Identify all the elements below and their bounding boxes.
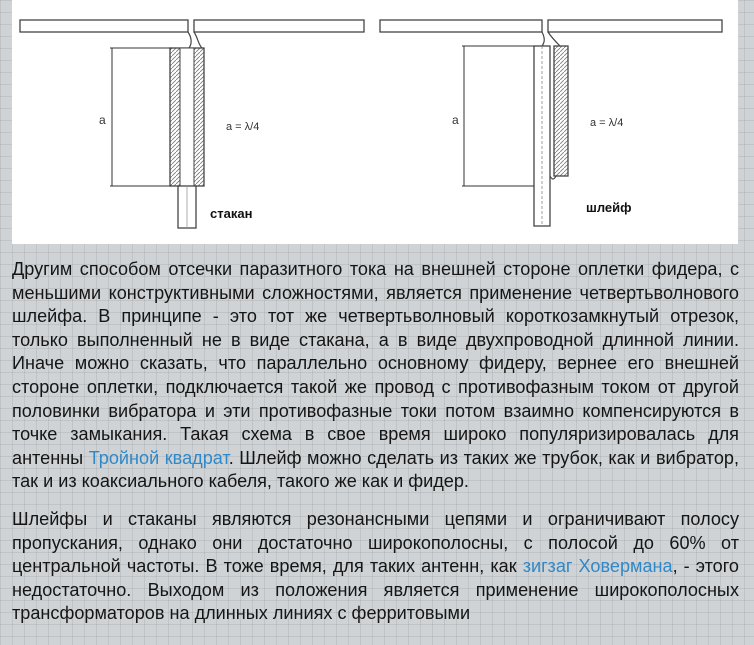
quarter-wave-stub [554, 46, 568, 176]
paragraph-stub-balun [12, 258, 739, 494]
paragraph2-text: Шлейфы и стаканы являются резонансными цепями и ограничивают полосу пропускания, однако они достаточно широкополосны, с полосой до 60% от центральной частоты. В тоже время, для таких антенн, как [12, 508, 739, 577]
link-hoverman-zigzag[interactable]: зигзаг Ховермана [522, 556, 673, 577]
antenna-diagram [12, 0, 738, 244]
right-caption: шлейф [586, 200, 632, 215]
antenna-diagram-svg [12, 0, 738, 244]
right-formula: a = λ/4 [590, 117, 624, 129]
article-text [12, 258, 739, 640]
right-dimension-label: a [452, 113, 459, 127]
right-vibrator-arm-right [548, 20, 722, 32]
paragraph-broadband [12, 508, 739, 626]
right-vibrator-arm-left [380, 20, 542, 32]
paragraph1-text: Другим способом отсечки паразитного тока на внешней стороне оплетки фидера, с меньшими конструктивными сложностями, является применение четвертьволнового шлейфа. В принципе - это тот же четвертьволновый короткозамкнутый отрезок, только выполненный не в виде стакана, а в виде двухпроводной длинной линии. Иначе можно сказать, что параллельно основному фидеру, вернее его внешней стороне оплетки, подключается такой же провод с противофазным током от другой половинки вибратора и эти противофазные токи потом взаимно компенсируются в точке замыкания. Такая схема в свое время широко популяризировалась для антенны [12, 259, 739, 468]
paragraph2-text-end: , - этого недостаточно. Выходом из положения является применение широкополосных трансформаторов на длинных линиях с ферритовыми [12, 556, 739, 624]
sleeve-balun-diagram [20, 20, 364, 228]
left-dimension-label: a [99, 113, 106, 127]
left-formula: a = λ/4 [226, 121, 260, 133]
left-vibrator-arm-right [194, 20, 364, 32]
paragraph1-text-end: . Шлейф можно сделать из таких же трубок, как и вибратор, так и из коаксиального кабеля, такого же как и фидер. [12, 447, 739, 492]
stub-balun-diagram [380, 20, 722, 226]
left-vibrator-arm-left [20, 20, 188, 32]
left-caption: стакан [210, 206, 253, 221]
link-triple-quad[interactable]: Тройной квадрат [88, 447, 229, 468]
